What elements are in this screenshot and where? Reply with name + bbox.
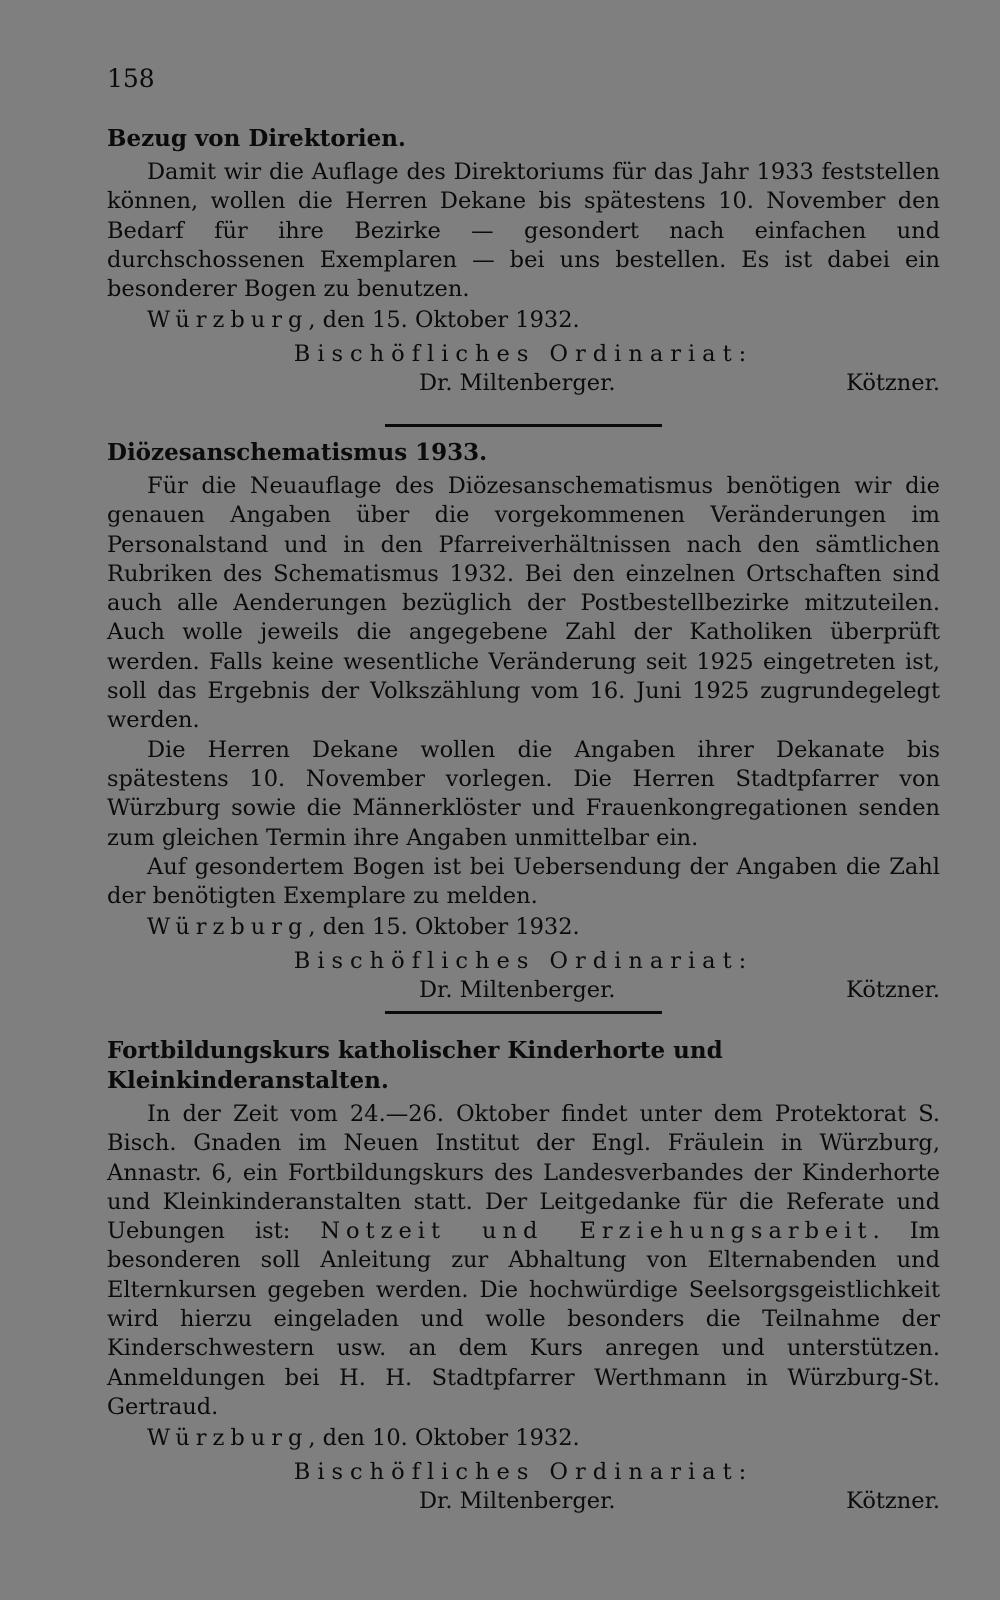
date-text: , den 15. Oktober 1932. xyxy=(308,307,580,334)
section-fortbildungskurs xyxy=(107,1036,940,1520)
section-heading: Diözesanschematismus 1933. xyxy=(107,439,488,466)
date-place: Würzburg xyxy=(147,1425,309,1452)
ordinariat-line: Bischöfliches Ordinariat: xyxy=(293,1458,754,1485)
section-schematismus xyxy=(107,438,940,1009)
section-divider xyxy=(385,424,662,427)
paragraph: Für die Neuauflage des Diözesanschematismus benötigen wir die genauen Angaben über die vorgekommenen Veränderungen im Personalstand und in den Pfarreiverhältnissen nach den sämtlichen Rubriken des Schematismus 1932. Bei den einzelnen Ortschaften sind auch alle Aenderungen bezüglich der Postbestellbezirke mitzuteilen. Auch wolle jeweils die angegebene Zahl der Katholiken überprüft werden. Falls keine wesentliche Veränderung seit 1925 eingetreten ist, soll das Ergebnis der Volkszählung vom 16. Juni 1925 zugrundegelegt werden. xyxy=(107,473,940,734)
date-text: , den 10. Oktober 1932. xyxy=(308,1425,580,1452)
paragraph: Die Herren Dekane wollen die Angaben ihrer Dekanate bis spätestens 10. November vorlegen. Die Herren Stadtpfarrer von Würzburg sowie die Männerklöster und Frauenkongregationen senden zum gleichen Termin ihre Angaben unmittelbar ein. xyxy=(107,736,940,851)
section-heading: Fortbildungskurs katholischer Kinderhorte und Kleinkinderanstalten. xyxy=(107,1037,723,1094)
section-divider xyxy=(385,1011,662,1014)
date-place: Würzburg xyxy=(147,914,309,941)
paragraph-text: . Im besonderen soll Anleitung zur Abhaltung von Elternabenden und Elternkursen gegeben werden. Die hochwürdige Seelsorgsgeistlichkeit wird hierzu eingeladen und wolle besonders die Teilnahme der Kinderschwestern usw. an dem Kurs anregen und unterstützen. Anmeldungen bei H. H. Stadtpfarrer Werthmann in Würzburg-St. Gertraud. xyxy=(107,1218,940,1420)
paragraph-text: In der Zeit vom 24.—26. Oktober findet unter dem Protektorat S. Bisch. Gnaden im Neuen Institut der Engl. Fräulein in Würzburg, Annastr. 6, ein Fortbildungskurs des Landesverbandes der Kinderhorte und Kleinkinderanstalten statt. Der Leitgedanke für die Referate und Uebungen ist: xyxy=(107,1101,940,1245)
page-number: 158 xyxy=(107,64,155,93)
date-line xyxy=(147,913,940,942)
date-line xyxy=(147,306,940,335)
paragraph: Damit wir die Auflage des Direktoriums für das Jahr 1933 feststellen können, wollen die Herren Dekane bis spätestens 10. November den Bedarf für ihre Bezirke — gesondert nach einfachen und durchschossenen Exemplaren — bei uns bestellen. Es ist dabei ein besonderer Bogen zu benutzen. xyxy=(107,159,940,303)
date-text: , den 15. Oktober 1932. xyxy=(308,914,580,941)
section-heading: Bezug von Direktorien. xyxy=(107,125,406,152)
ordinariat-line: Bischöfliches Ordinariat: xyxy=(293,947,754,974)
ordinariat-line: Bischöfliches Ordinariat: xyxy=(293,340,754,367)
date-line xyxy=(147,1424,940,1453)
signer-right: Kötzner. xyxy=(846,369,940,396)
signer-left: Dr. Miltenberger. xyxy=(419,976,616,1003)
signer-left: Dr. Miltenberger. xyxy=(419,1487,616,1514)
paragraph xyxy=(107,1100,940,1422)
signer-left: Dr. Miltenberger. xyxy=(419,369,616,396)
section-direktorien xyxy=(107,124,940,402)
signature-row xyxy=(107,370,940,402)
date-place: Würzburg xyxy=(147,307,309,334)
signer-right: Kötzner. xyxy=(846,1487,940,1514)
signature-row xyxy=(107,977,940,1009)
signature-row xyxy=(107,1488,940,1520)
signer-right: Kötzner. xyxy=(846,976,940,1003)
paragraph: Auf gesondertem Bogen ist bei Uebersendung der Angaben die Zahl der benötigten Exemplare zu melden. xyxy=(107,853,940,910)
theme-text: Notzeit und Erziehungsarbeit xyxy=(320,1218,873,1245)
